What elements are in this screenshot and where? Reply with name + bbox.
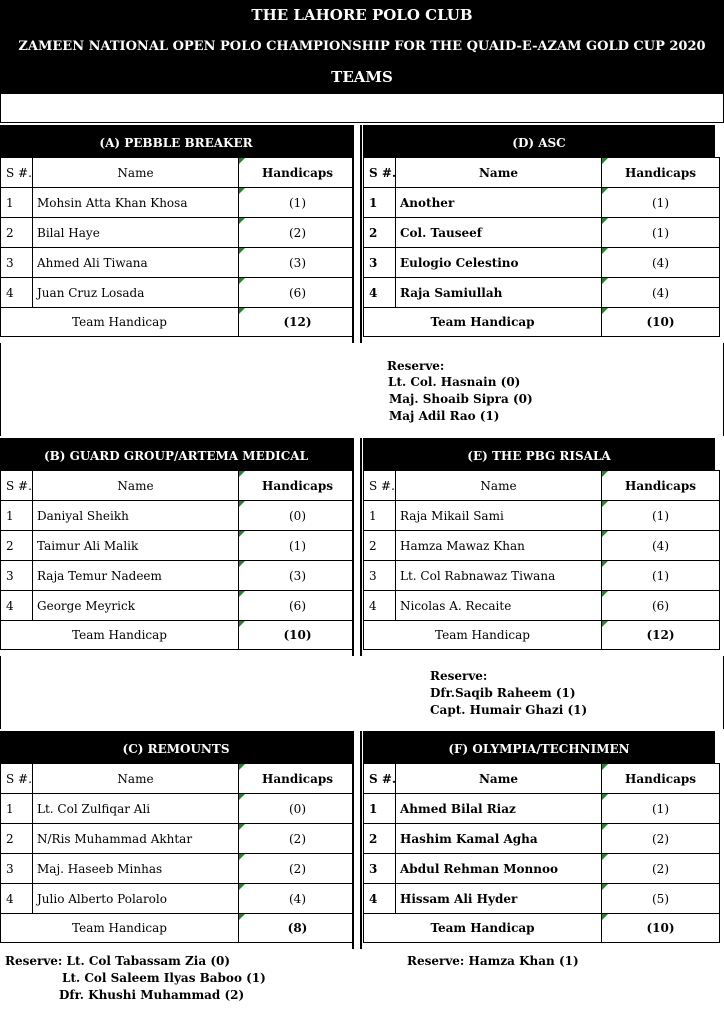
player-handicap: (2) — [239, 824, 357, 854]
cell-marker-icon — [602, 188, 608, 194]
player-handicap: (4) — [602, 278, 720, 308]
team-handicap-label: Team Handicap — [1, 308, 239, 337]
col-sn-header: S #. — [364, 764, 396, 794]
table-row — [1, 248, 357, 278]
table-row — [364, 824, 720, 854]
player-sn: 4 — [364, 278, 396, 308]
player-handicap: (1) — [602, 188, 720, 218]
table-row — [364, 501, 720, 531]
cell-marker-icon — [602, 884, 608, 890]
team-total-row — [364, 308, 720, 337]
team-handicap-label: Team Handicap — [1, 621, 239, 650]
player-name: Hamza Mawaz Khan — [396, 531, 602, 561]
reserve-label: Reserve: — [430, 669, 488, 683]
player-name: Eulogio Celestino — [396, 248, 602, 278]
player-handicap: (1) — [239, 531, 357, 561]
col-sn-header: S #. — [1, 471, 33, 501]
team-block — [0, 125, 352, 343]
table-row — [1, 854, 357, 884]
team-title: (B) GUARD GROUP/ARTEMA MEDICAL — [0, 438, 352, 470]
cell-marker-icon — [602, 591, 608, 597]
player-handicap: (3) — [239, 561, 357, 591]
table-header-row — [364, 471, 720, 501]
col-sn-header: S #. — [364, 471, 396, 501]
player-handicap: (0) — [239, 794, 357, 824]
column-divider — [352, 731, 362, 949]
player-name: Mohsin Atta Khan Khosa — [33, 188, 239, 218]
reserve-bottom-left-line: Lt. Col Saleem Ilyas Baboo (1) — [62, 971, 266, 985]
cell-marker-icon — [239, 764, 245, 770]
table-row — [1, 824, 357, 854]
cell-marker-icon — [602, 854, 608, 860]
table-header-row — [1, 471, 357, 501]
table-row — [1, 531, 357, 561]
team-handicap-total: (12) — [239, 308, 357, 337]
player-sn: 1 — [364, 794, 396, 824]
championship-title: ZAMEEN NATIONAL OPEN POLO CHAMPIONSHIP FOR THE QUAID-E-AZAM GOLD CUP 2020 — [18, 39, 706, 54]
col-sn-header: S #. — [1, 158, 33, 188]
player-name: Bilal Haye — [33, 218, 239, 248]
table-row — [1, 591, 357, 621]
cell-marker-icon — [239, 854, 245, 860]
player-name: Lt. Col Rabnawaz Tiwana — [396, 561, 602, 591]
table-row — [364, 188, 720, 218]
cell-marker-icon — [239, 218, 245, 224]
team-total-row — [364, 914, 720, 943]
player-sn: 2 — [1, 218, 33, 248]
player-handicap: (1) — [602, 218, 720, 248]
column-divider — [352, 125, 362, 343]
team-handicap-total: (8) — [239, 914, 357, 943]
player-name: Lt. Col Zulfiqar Ali — [33, 794, 239, 824]
player-sn: 3 — [1, 854, 33, 884]
player-handicap: (4) — [602, 248, 720, 278]
cell-marker-icon — [602, 158, 608, 164]
col-handicaps-header: Handicaps — [602, 471, 720, 501]
reserve-player: Maj. Shoaib Sipra (0) — [389, 392, 533, 406]
player-name: Hashim Kamal Agha — [396, 824, 602, 854]
cell-marker-icon — [239, 501, 245, 507]
cell-marker-icon — [602, 914, 608, 920]
team-table — [363, 470, 720, 650]
cell-marker-icon — [239, 158, 245, 164]
player-handicap: (1) — [602, 794, 720, 824]
player-name: George Meyrick — [33, 591, 239, 621]
table-row — [1, 218, 357, 248]
cell-marker-icon — [602, 248, 608, 254]
reserve-bottom-left-line: Dfr. Khushi Muhammad (2) — [59, 988, 245, 1002]
player-name: Maj. Haseeb Minhas — [33, 854, 239, 884]
cell-marker-icon — [239, 248, 245, 254]
player-sn: 1 — [1, 501, 33, 531]
reserve-section-1 — [0, 343, 724, 436]
player-sn: 4 — [1, 884, 33, 914]
player-sn: 1 — [364, 188, 396, 218]
teams-title: TEAMS — [331, 68, 393, 86]
table-row — [1, 794, 357, 824]
player-sn: 4 — [364, 884, 396, 914]
cell-marker-icon — [602, 621, 608, 627]
table-row — [364, 218, 720, 248]
cell-marker-icon — [239, 278, 245, 284]
team-table — [363, 763, 720, 943]
table-header-row — [1, 764, 357, 794]
cell-marker-icon — [239, 914, 245, 920]
player-handicap: (2) — [239, 218, 357, 248]
team-handicap-total: (10) — [239, 621, 357, 650]
table-header-row — [364, 158, 720, 188]
player-name: Raja Mikail Sami — [396, 501, 602, 531]
player-name: Ahmed Bilal Riaz — [396, 794, 602, 824]
reserve-bottom-left-line: Reserve: Lt. Col Tabassam Zia (0) — [5, 954, 231, 968]
col-handicaps-header: Handicaps — [239, 158, 357, 188]
col-sn-header: S #. — [364, 158, 396, 188]
player-handicap: (1) — [602, 501, 720, 531]
reserve-section-2 — [0, 656, 724, 729]
player-handicap: (5) — [602, 884, 720, 914]
team-handicap-label: Team Handicap — [364, 621, 602, 650]
col-handicaps-header: Handicaps — [602, 158, 720, 188]
table-row — [1, 501, 357, 531]
table-row — [1, 561, 357, 591]
page-header — [0, 0, 724, 94]
player-sn: 3 — [364, 854, 396, 884]
spacer-row — [0, 94, 724, 123]
cell-marker-icon — [239, 308, 245, 314]
cell-marker-icon — [239, 794, 245, 800]
player-name: Taimur Ali Malik — [33, 531, 239, 561]
player-name: Ahmed Ali Tiwana — [33, 248, 239, 278]
cell-marker-icon — [602, 531, 608, 537]
team-total-row — [1, 308, 357, 337]
reserve-player: Capt. Humair Ghazi (1) — [430, 703, 588, 717]
team-block — [363, 731, 715, 949]
team-block — [0, 731, 352, 949]
player-handicap: (6) — [602, 591, 720, 621]
cell-marker-icon — [602, 308, 608, 314]
player-handicap: (4) — [602, 531, 720, 561]
club-title: THE LAHORE POLO CLUB — [251, 6, 473, 24]
player-name: Julio Alberto Polarolo — [33, 884, 239, 914]
player-handicap: (1) — [602, 561, 720, 591]
col-handicaps-header: Handicaps — [239, 471, 357, 501]
table-row — [364, 884, 720, 914]
table-header-row — [364, 764, 720, 794]
table-row — [364, 561, 720, 591]
table-row — [364, 531, 720, 561]
player-handicap: (6) — [239, 591, 357, 621]
table-row — [1, 188, 357, 218]
team-title: (F) OLYMPIA/TECHNIMEN — [363, 731, 715, 763]
col-handicaps-header: Handicaps — [602, 764, 720, 794]
team-total-row — [1, 914, 357, 943]
team-handicap-label: Team Handicap — [364, 308, 602, 337]
player-name: Another — [396, 188, 602, 218]
player-handicap: (6) — [239, 278, 357, 308]
team-table — [0, 470, 357, 650]
team-handicap-total: (12) — [602, 621, 720, 650]
cell-marker-icon — [602, 471, 608, 477]
player-sn: 2 — [364, 824, 396, 854]
player-name: Juan Cruz Losada — [33, 278, 239, 308]
team-title: (A) PEBBLE BREAKER — [0, 125, 352, 157]
cell-marker-icon — [602, 764, 608, 770]
player-handicap: (0) — [239, 501, 357, 531]
cell-marker-icon — [602, 824, 608, 830]
team-handicap-label: Team Handicap — [1, 914, 239, 943]
cell-marker-icon — [602, 278, 608, 284]
player-sn: 3 — [1, 248, 33, 278]
team-title: (C) REMOUNTS — [0, 731, 352, 763]
player-sn: 3 — [364, 561, 396, 591]
player-sn: 2 — [364, 218, 396, 248]
col-name-header: Name — [33, 764, 239, 794]
cell-marker-icon — [602, 218, 608, 224]
team-total-row — [364, 621, 720, 650]
player-sn: 1 — [364, 501, 396, 531]
col-handicaps-header: Handicaps — [239, 764, 357, 794]
team-block — [363, 125, 715, 343]
player-sn: 4 — [1, 591, 33, 621]
cell-marker-icon — [239, 188, 245, 194]
team-table — [0, 763, 357, 943]
player-handicap: (2) — [239, 854, 357, 884]
player-sn: 1 — [1, 188, 33, 218]
reserve-player: Maj Adil Rao (1) — [389, 409, 500, 423]
player-name: N/Ris Muhammad Akhtar — [33, 824, 239, 854]
cell-marker-icon — [239, 531, 245, 537]
player-handicap: (1) — [239, 188, 357, 218]
cell-marker-icon — [602, 561, 608, 567]
player-name: Hissam Ali Hyder — [396, 884, 602, 914]
player-handicap: (2) — [602, 854, 720, 884]
team-block — [0, 438, 352, 656]
team-total-row — [1, 621, 357, 650]
table-header-row — [1, 158, 357, 188]
table-row — [364, 854, 720, 884]
player-handicap: (2) — [602, 824, 720, 854]
cell-marker-icon — [239, 471, 245, 477]
team-table — [363, 157, 720, 337]
player-handicap: (3) — [239, 248, 357, 278]
player-sn: 2 — [364, 531, 396, 561]
player-name: Abdul Rehman Monnoo — [396, 854, 602, 884]
player-sn: 1 — [1, 794, 33, 824]
column-divider — [352, 438, 362, 656]
reserve-player: Lt. Col. Hasnain (0) — [388, 375, 521, 389]
team-table — [0, 157, 357, 337]
table-row — [1, 884, 357, 914]
player-name: Raja Samiullah — [396, 278, 602, 308]
col-name-header: Name — [33, 471, 239, 501]
col-sn-header: S #. — [1, 764, 33, 794]
player-name: Nicolas A. Recaite — [396, 591, 602, 621]
col-name-header: Name — [396, 764, 602, 794]
team-handicap-total: (10) — [602, 914, 720, 943]
table-row — [364, 248, 720, 278]
table-row — [364, 278, 720, 308]
table-row — [364, 794, 720, 824]
player-sn: 2 — [1, 824, 33, 854]
col-name-header: Name — [396, 158, 602, 188]
player-name: Col. Tauseef — [396, 218, 602, 248]
player-sn: 3 — [1, 561, 33, 591]
player-handicap: (4) — [239, 884, 357, 914]
team-handicap-total: (10) — [602, 308, 720, 337]
col-name-header: Name — [396, 471, 602, 501]
cell-marker-icon — [239, 561, 245, 567]
player-sn: 2 — [1, 531, 33, 561]
player-name: Raja Temur Nadeem — [33, 561, 239, 591]
reserve-bottom-right-line: Reserve: Hamza Khan (1) — [407, 954, 579, 968]
cell-marker-icon — [602, 501, 608, 507]
team-handicap-label: Team Handicap — [364, 914, 602, 943]
reserve-label: Reserve: — [387, 359, 445, 373]
team-block — [363, 438, 715, 656]
cell-marker-icon — [239, 884, 245, 890]
player-sn: 4 — [1, 278, 33, 308]
reserve-player: Dfr.Saqib Raheem (1) — [430, 686, 576, 700]
player-sn: 4 — [364, 591, 396, 621]
team-title: (E) THE PBG RISALA — [363, 438, 715, 470]
col-name-header: Name — [33, 158, 239, 188]
cell-marker-icon — [239, 824, 245, 830]
cell-marker-icon — [239, 591, 245, 597]
cell-marker-icon — [602, 794, 608, 800]
table-row — [364, 591, 720, 621]
cell-marker-icon — [239, 621, 245, 627]
team-title: (D) ASC — [363, 125, 715, 157]
player-name: Daniyal Sheikh — [33, 501, 239, 531]
player-sn: 3 — [364, 248, 396, 278]
table-row — [1, 278, 357, 308]
